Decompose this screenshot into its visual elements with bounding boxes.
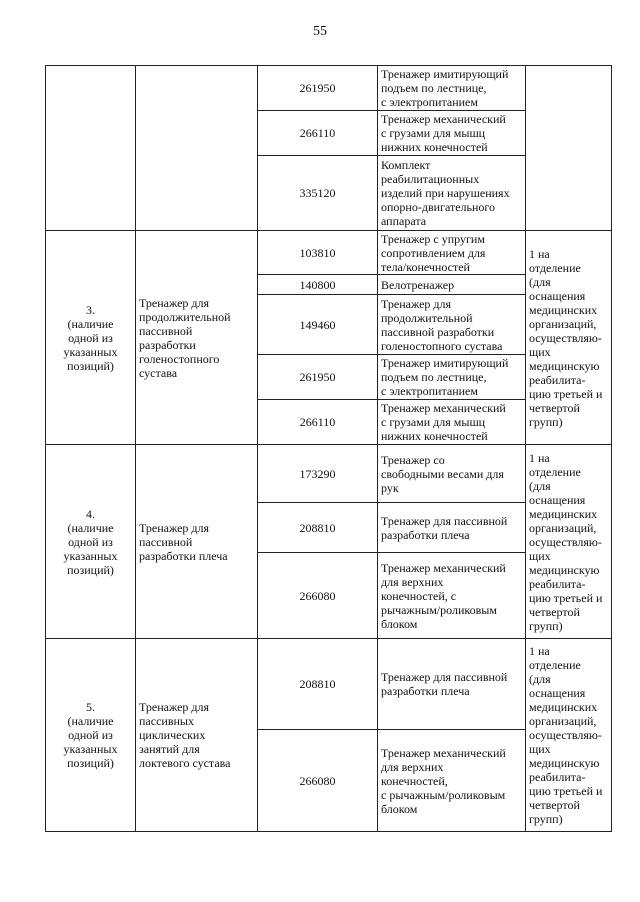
- group-quantity: 1 на отделение (для оснащения медицинских организаций, осуществляю- щих медицинскую реабилита- цию третьей и четвертой групп): [526, 231, 612, 445]
- group-name: Тренажер для пассивной разработки плеча: [136, 445, 258, 639]
- item-description: Тренажер с упругим сопротивлением для тела/конечностей: [378, 231, 526, 275]
- item-code: 173290: [258, 445, 378, 503]
- table-row: [46, 66, 612, 111]
- item-code: 261950: [258, 66, 378, 111]
- group-number: 4. (наличие одной из указанных позиций): [46, 445, 136, 639]
- item-code: 266080: [258, 730, 378, 832]
- item-description: Велотренажер: [378, 275, 526, 295]
- item-description: Тренажер со свободными весами для рук: [378, 445, 526, 503]
- item-description: Тренажер для продолжительной пассивной разработки голеностопного сустава: [378, 295, 526, 355]
- group-quantity: 1 на отделение (для оснащения медицинских организаций, осуществляю- щих медицинскую реабилита- цию третьей и четвертой групп): [526, 639, 612, 832]
- item-code: 208810: [258, 503, 378, 553]
- item-description: Комплект реабилитационных изделий при нарушениях опорно-двигательного аппарата: [378, 156, 526, 231]
- item-description: Тренажер механический для верхних конечностей, с рычажным/роликовым блоком: [378, 730, 526, 832]
- group-name: Тренажер для продолжительной пассивной разработки голеностопного сустава: [136, 231, 258, 445]
- group-quantity: [526, 66, 612, 231]
- item-code: 261950: [258, 355, 378, 400]
- group-number: 5. (наличие одной из указанных позиций): [46, 639, 136, 832]
- equipment-table: [45, 65, 612, 832]
- item-code: 335120: [258, 156, 378, 231]
- item-description: Тренажер имитирующий подъем по лестнице, с электропитанием: [378, 355, 526, 400]
- item-code: 266080: [258, 553, 378, 639]
- table-row: [46, 231, 612, 275]
- item-description: Тренажер механический с грузами для мышц нижних конечностей: [378, 400, 526, 445]
- table-row: [46, 445, 612, 503]
- group-name: [136, 66, 258, 231]
- item-description: Тренажер механический с грузами для мышц нижних конечностей: [378, 111, 526, 156]
- group-quantity: 1 на отделение (для оснащения медицинских организаций, осуществляю- щих медицинскую реабилита- цию третьей и четвертой групп): [526, 445, 612, 639]
- item-description: Тренажер механический для верхних конечностей, с рычажным/роликовым блоком: [378, 553, 526, 639]
- item-code: 103810: [258, 231, 378, 275]
- item-code: 140800: [258, 275, 378, 295]
- table-row: [46, 639, 612, 730]
- page-number: 55: [313, 24, 327, 39]
- item-code: 149460: [258, 295, 378, 355]
- item-description: Тренажер для пассивной разработки плеча: [378, 503, 526, 553]
- group-name: Тренажер для пассивных циклических занятий для локтевого сустава: [136, 639, 258, 832]
- group-number: 3. (наличие одной из указанных позиций): [46, 231, 136, 445]
- group-number: [46, 66, 136, 231]
- item-code: 266110: [258, 111, 378, 156]
- item-description: Тренажер для пассивной разработки плеча: [378, 639, 526, 730]
- item-code: 266110: [258, 400, 378, 445]
- item-description: Тренажер имитирующий подъем по лестнице, с электропитанием: [378, 66, 526, 111]
- item-code: 208810: [258, 639, 378, 730]
